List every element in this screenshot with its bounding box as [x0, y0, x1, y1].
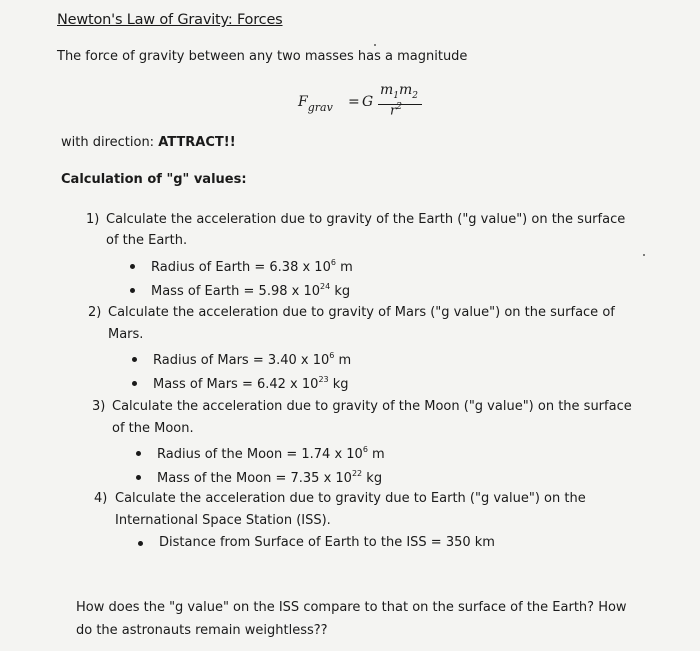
q4-number: 4) [94, 491, 108, 506]
q3-text-line1: Calculate the acceleration due to gravity of the Moon ("g value") on the surface [112, 399, 632, 414]
q4-bullet-distance: Distance from Surface of Earth to the ISS = 350 km [159, 535, 495, 550]
intro-text: The force of gravity between any two masses has a magnitude [57, 49, 468, 64]
q2-number: 2) [88, 305, 102, 320]
formula-lhs: $F_{grav}$ [298, 94, 333, 114]
q2-bullet-mass: Mass of Mars = 6.42 x $10^{23}$ kg [153, 375, 349, 392]
stray-mark [643, 254, 645, 256]
gravity-formula [298, 84, 438, 130]
stray-mark [374, 44, 376, 46]
final-question-line2: do the astronauts remain weightless?? [76, 623, 328, 638]
bullet-icon [132, 381, 137, 386]
q1-text-line1: Calculate the acceleration due to gravity of the Earth ("g value") on the surface [106, 212, 626, 227]
q1-bullet-radius: Radius of Earth = 6.38 x $10^6$ m [151, 258, 353, 275]
q2-text-line1: Calculate the acceleration due to gravity of Mars ("g value") on the surface of [108, 305, 615, 320]
formula-equals: = [348, 94, 360, 110]
direction-line: with direction: ATTRACT!! [61, 135, 236, 150]
bullet-icon [136, 475, 141, 480]
q2-bullet-radius: Radius of Mars = 3.40 x $10^6$ m [153, 351, 352, 368]
q1-number: 1) [86, 212, 100, 227]
bullet-icon [132, 357, 137, 362]
q3-bullet-radius: Radius of the Moon = 1.74 x $10^6$ m [157, 445, 385, 462]
bullet-icon [138, 541, 143, 546]
formula-numerator: $m_1m_2$ [380, 82, 419, 101]
q1-bullet-mass: Mass of Earth = 5.98 x $10^{24}$ kg [151, 282, 351, 299]
formula-constant: G [362, 94, 374, 110]
q3-text-line2: of the Moon. [112, 421, 194, 436]
q4-text-line1: Calculate the acceleration due to gravity due to Earth ("g value") on the [115, 491, 586, 506]
final-question-line1: How does the "g value" on the ISS compare to that on the surface of the Earth? How [76, 600, 627, 615]
q3-number: 3) [92, 399, 106, 414]
bullet-icon [130, 288, 135, 293]
q4-text-line2: International Space Station (ISS). [115, 513, 331, 528]
formula-denominator: $r^2$ [390, 102, 402, 119]
page-title: Newton's Law of Gravity: Forces [57, 12, 283, 28]
q3-bullet-mass: Mass of the Moon = 7.35 x $10^{22}$ kg [157, 469, 383, 486]
q1-text-line2: of the Earth. [106, 233, 188, 248]
section-heading: Calculation of "g" values: [61, 172, 247, 187]
bullet-icon [130, 264, 135, 269]
bullet-icon [136, 451, 141, 456]
q2-text-line2: Mars. [108, 327, 144, 342]
